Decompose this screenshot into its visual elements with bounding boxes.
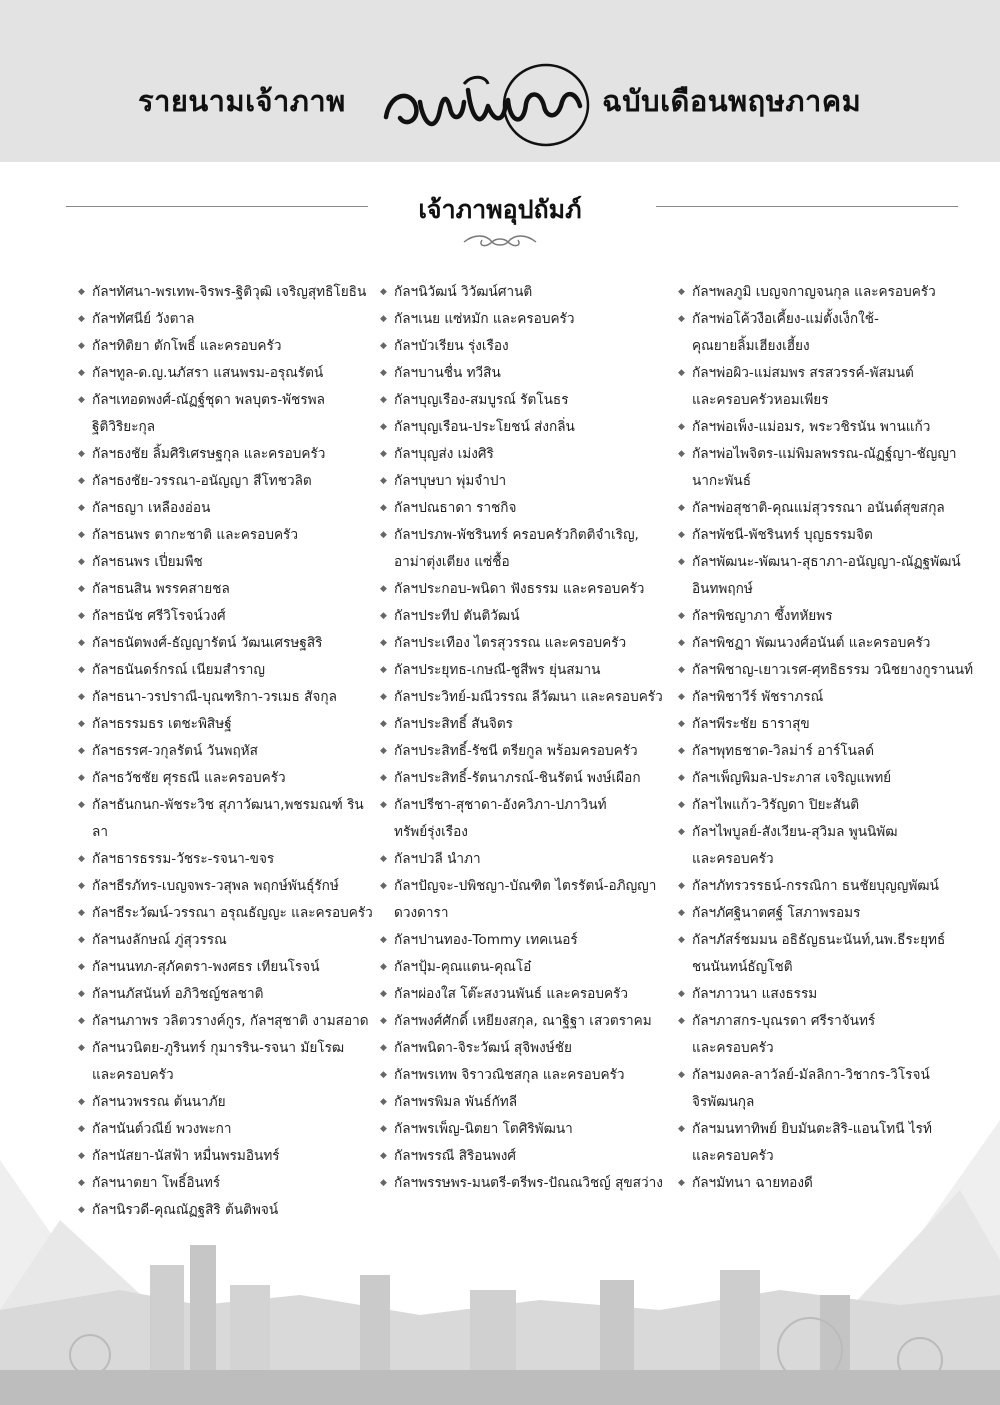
sponsor-entry [378, 792, 678, 846]
diamond-bullet-icon: ◆ [678, 827, 685, 837]
sponsor-name: กัลฯปวลี นำภา [394, 851, 481, 867]
sponsor-name: กัลฯนภาพร วลิตวรางค์กูร, กัลฯสุชาติ งามสอาด [92, 1013, 369, 1029]
diamond-bullet-icon: ◆ [78, 881, 85, 891]
sponsor-name: กัลฯพัฒนะ-พัฒนา-สุธาภา-อนัญญา-ณัฏฐพัฒน์ อินทพฤกษ์ [692, 554, 961, 597]
sponsor-name: กัลฯปานทอง-Tommy เทคเนอร์ [394, 932, 578, 948]
sponsor-entry [676, 441, 976, 495]
diamond-bullet-icon: ◆ [678, 1124, 685, 1134]
sponsor-entry [378, 846, 678, 873]
diamond-bullet-icon: ◆ [380, 692, 387, 702]
sponsor-entry [76, 1008, 376, 1035]
sponsor-entry [378, 630, 678, 657]
diamond-bullet-icon: ◆ [678, 746, 685, 756]
diamond-bullet-icon: ◆ [380, 611, 387, 621]
diamond-bullet-icon: ◆ [678, 287, 685, 297]
sponsor-entry [76, 738, 376, 765]
diamond-bullet-icon: ◆ [380, 1124, 387, 1134]
section-title: เจ้าภาพอุปถัมภ์ [418, 195, 582, 224]
diamond-bullet-icon: ◆ [78, 854, 85, 864]
sponsor-name: กัลฯบัวเรียน รุ่งเรือง [394, 338, 509, 354]
sponsor-entry [378, 1170, 678, 1197]
diamond-bullet-icon: ◆ [380, 854, 387, 864]
sponsor-name: กัลฯปุ้ม-คุณแตน-คุณโอ๋ [394, 959, 532, 975]
sponsor-entry [378, 279, 678, 306]
sponsor-name: กัลฯประทีป ตันติวัฒน์ [394, 608, 520, 624]
sponsor-entry [378, 522, 678, 576]
diamond-bullet-icon: ◆ [78, 719, 85, 729]
sponsor-name: กัลฯพ่อไพจิตร-แม่พิมลพรรณ-ณัฏฐ์ญา-ชัญญา นากะพันธ์ [692, 446, 957, 489]
sponsor-name: กัลฯพ่อโค้วงือเคี้ยง-แม่ตั้งเง็กใช้- คุณยายลิ้มเฮียงเฮี้ยง [692, 311, 879, 354]
diamond-bullet-icon: ◆ [78, 638, 85, 648]
sponsor-entry [76, 684, 376, 711]
sponsor-name: กัลฯเทอดพงศ์-ณัฏฐ์ชุดา พลบุตร-พัชรพล ฐิติวิริยะกุล [92, 392, 325, 435]
sponsor-entry [76, 1089, 376, 1116]
sponsor-name: กัลฯนิรวดี-คุณณัฏฐสิริ ต้นติพจน์ [92, 1202, 279, 1218]
diamond-bullet-icon: ◆ [380, 449, 387, 459]
sponsor-name: กัลฯพีระชัย ธาราสุข [692, 716, 810, 732]
sponsor-name: กัลฯทูล-ด.ญ.นภัสรา แสนพรม-อรุณรัตน์ [92, 365, 324, 381]
diamond-bullet-icon: ◆ [78, 962, 85, 972]
sponsor-entry [76, 846, 376, 873]
diamond-bullet-icon: ◆ [78, 665, 85, 675]
sponsor-name: กัลฯเพ็ญพิมล-ประภาส เจริญแพทย์ [692, 770, 892, 786]
header-left-title: รายนามเจ้าภาพ [138, 84, 346, 118]
sponsor-entry [676, 738, 976, 765]
sponsor-entry [76, 522, 376, 549]
diamond-bullet-icon: ◆ [380, 503, 387, 513]
sponsor-name: กัลฯพุทธชาด-วิลม่าร์ อาร์โนลด์ [692, 743, 875, 759]
sponsor-entry [378, 495, 678, 522]
diamond-bullet-icon: ◆ [78, 287, 85, 297]
sponsor-entry [76, 333, 376, 360]
sponsor-entry [76, 387, 376, 441]
diamond-bullet-icon: ◆ [678, 449, 685, 459]
diamond-bullet-icon: ◆ [78, 800, 85, 810]
sponsor-entry [378, 333, 678, 360]
diamond-bullet-icon: ◆ [78, 1097, 85, 1107]
sponsor-column-2 [378, 279, 678, 1197]
sponsor-entry [676, 495, 976, 522]
sponsor-entry [676, 360, 976, 414]
sponsor-name: กัลฯประสิทธิ์-รัชนี ตรียกูล พร้อมครอบครัว [394, 743, 638, 759]
diamond-bullet-icon: ◆ [678, 1178, 685, 1188]
sponsor-name: กัลฯนาตยา โพธิ์อินทร์ [92, 1175, 221, 1191]
diamond-bullet-icon: ◆ [78, 584, 85, 594]
diamond-bullet-icon: ◆ [380, 1043, 387, 1053]
sponsor-entry [676, 657, 976, 684]
sponsor-name: กัลฯบุญเรือง-สมบูรณ์ รัตโนธร [394, 392, 569, 408]
sponsor-name: กัลฯนวนิตย-ภูรินทร์ กุมารริน-รจนา มัยโรฒ และครอบครัว [92, 1040, 345, 1083]
sponsor-name: กัลฯพิชญาภา ซึ้งทหัยพร [692, 608, 833, 624]
diamond-bullet-icon: ◆ [78, 935, 85, 945]
diamond-bullet-icon: ◆ [78, 1124, 85, 1134]
sponsor-name: กัลฯเนย แซ่หมัก และครอบครัว [394, 311, 575, 327]
diamond-bullet-icon: ◆ [380, 1178, 387, 1188]
sponsor-name: กัลฯธนันดร์กรณ์ เนียมสำราญ [92, 662, 265, 678]
sponsor-entry [76, 1170, 376, 1197]
sponsor-name: กัลฯภัสร์ชมมน อธิธัญธนะนันท์,นพ.ธีระยุทธ์ ชนนันทน์ธัญโชติ [692, 932, 946, 975]
diamond-bullet-icon: ◆ [78, 1178, 85, 1188]
title-rule-right [656, 206, 958, 207]
diamond-bullet-icon: ◆ [78, 746, 85, 756]
diamond-bullet-icon: ◆ [78, 989, 85, 999]
sponsor-column-1 [76, 279, 376, 1224]
diamond-bullet-icon: ◆ [380, 773, 387, 783]
sponsor-name: กัลฯพิชาวีร์ พัชราภรณ์ [692, 689, 824, 705]
sponsor-name: กัลฯปัญจะ-ปพิชญา-บัณฑิต ไตรรัตน์-อภิญญา ดวงดารา [394, 878, 657, 921]
sponsor-entry [676, 1008, 976, 1062]
sponsor-entry [378, 1035, 678, 1062]
sponsor-name: กัลฯภัศฐินาตศฐ์ โสภาพรอมร [692, 905, 861, 921]
sponsor-name: กัลฯปณธาดา ราชกิจ [394, 500, 517, 516]
sponsor-entry [676, 630, 976, 657]
sponsor-entry [76, 630, 376, 657]
sponsor-name: กัลฯธรรศ-วกุลรัตน์ วันพฤหัส [92, 743, 258, 759]
sponsor-name: กัลฯธีรภัทร-เบญจพร-วสุพล พฤกษ์พันธุ์รักษ์ [92, 878, 339, 894]
diamond-bullet-icon: ◆ [380, 962, 387, 972]
sponsor-entry [676, 279, 976, 306]
sponsor-name: กัลฯนนทภ-สุภัคตรา-พงศธร เทียนโรจน์ [92, 959, 320, 975]
diamond-bullet-icon: ◆ [380, 287, 387, 297]
diamond-bullet-icon: ◆ [380, 800, 387, 810]
sponsor-entry [378, 1089, 678, 1116]
diamond-bullet-icon: ◆ [678, 989, 685, 999]
diamond-bullet-icon: ◆ [380, 665, 387, 675]
sponsor-name: กัลฯพรเพ็ญ-นิตยา โตศิริพัฒนา [394, 1121, 573, 1137]
sponsor-name: กัลฯมัทนา ฉายทองดี [692, 1175, 813, 1191]
diamond-bullet-icon: ◆ [78, 1151, 85, 1161]
diamond-bullet-icon: ◆ [380, 881, 387, 891]
sponsor-entry [676, 1062, 976, 1116]
diamond-bullet-icon: ◆ [678, 638, 685, 648]
sponsor-entry [76, 279, 376, 306]
ornament-divider-icon [460, 232, 540, 252]
sponsor-entry [76, 306, 376, 333]
sponsor-name: กัลฯธนัช ศรีวิโรจน์วงศ์ [92, 608, 226, 624]
sponsor-name: กัลฯธญา เหลืองอ่อน [92, 500, 211, 516]
diamond-bullet-icon: ◆ [380, 584, 387, 594]
sponsor-name: กัลฯธวัชชัย ศุรธณี และครอบครัว [92, 770, 286, 786]
diamond-bullet-icon: ◆ [678, 1016, 685, 1026]
sponsor-entry [378, 927, 678, 954]
sponsor-name: กัลฯบุษบา พุ่มจำปา [394, 473, 507, 489]
sponsor-entry [676, 414, 976, 441]
sponsor-entry [76, 657, 376, 684]
sponsor-name: กัลฯพรพิมล พันธ์กัทลี [394, 1094, 518, 1110]
diamond-bullet-icon: ◆ [78, 611, 85, 621]
sponsor-entry [378, 684, 678, 711]
diamond-bullet-icon: ◆ [678, 800, 685, 810]
diamond-bullet-icon: ◆ [78, 341, 85, 351]
sponsor-name: กัลฯพรรณี สิริอนพงศ์ [394, 1148, 516, 1164]
diamond-bullet-icon: ◆ [678, 611, 685, 621]
sponsor-name: กัลฯนิวัฒน์ วิวัฒน์ศานติ [394, 284, 533, 300]
diamond-bullet-icon: ◆ [380, 395, 387, 405]
sponsor-name: กัลฯผ่องใส โต๊ะสงวนพันธ์ และครอบครัว [394, 986, 628, 1002]
sponsor-name: กัลฯพิชาญ-เยาวเรศ-ศุทธิธรรม วนิชยางกูรานนท์ [692, 662, 974, 678]
sponsor-name: กัลฯพรเทพ จิราวณิชสกุล และครอบครัว [394, 1067, 625, 1083]
sponsor-entry [76, 1197, 376, 1224]
sponsor-entry [676, 1116, 976, 1170]
sponsor-name: กัลฯมนทาทิพย์ ยิบมันตะสิริ-แอนโทนี ไรท์ และครอบครัว [692, 1121, 932, 1164]
sponsor-entry [76, 1035, 376, 1089]
sponsor-entry [378, 1062, 678, 1089]
diamond-bullet-icon: ◆ [78, 314, 85, 324]
sponsor-name: กัลฯพัชนี-พัชรินทร์ บุญธรรมจิต [692, 527, 873, 543]
diamond-bullet-icon: ◆ [78, 908, 85, 918]
sponsor-name: กัลฯภัทรวรรธน์-กรรณิกา ธนชัยบุญญพัฒน์ [692, 878, 939, 894]
sponsor-entry [76, 1143, 376, 1170]
diamond-bullet-icon: ◆ [380, 341, 387, 351]
sponsor-name: กัลฯทัศนีย์ วังตาล [92, 311, 195, 327]
sponsor-column-3 [676, 279, 976, 1197]
diamond-bullet-icon: ◆ [78, 692, 85, 702]
sponsor-name: กัลฯธนพร ตากะชาติ และครอบครัว [92, 527, 298, 543]
sponsor-entry [378, 738, 678, 765]
diamond-bullet-icon: ◆ [78, 368, 85, 378]
sponsor-entry [378, 603, 678, 630]
sponsor-entry [378, 576, 678, 603]
sponsor-name: กัลฯพรรษพร-มนตรี-ตรีพร-ปัณณวิชญ์ สุขสว่าง [394, 1175, 663, 1191]
sponsor-name: กัลฯธนพร เปี่ยมพืช [92, 554, 203, 570]
sponsor-name: กัลฯธงชัย ลิ้มศิริเศรษฐกุล และครอบครัว [92, 446, 326, 462]
sponsor-entry [676, 981, 976, 1008]
sponsor-entry [378, 1116, 678, 1143]
sponsor-entry [378, 387, 678, 414]
sponsor-name: กัลฯธรรมธร เตชะพิสิษฐ์ [92, 716, 232, 732]
sponsor-name: กัลฯประกอบ-พนิดา ฟังธรรม และครอบครัว [394, 581, 645, 597]
sponsor-entry [378, 711, 678, 738]
sponsor-name: กัลฯพ่อสุชาติ-คุณแม่สุวรรณา อนันต์สุขสกุล [692, 500, 945, 516]
diamond-bullet-icon: ◆ [380, 314, 387, 324]
sponsor-name: กัลฯประวิทย์-มณีวรรณ ลีวัฒนา และครอบครัว [394, 689, 663, 705]
sponsor-name: กัลฯพ่อผิว-แม่สมพร สรสวรรค์-พัสมนต์ และครอบครัวหอมเพียร [692, 365, 914, 408]
diamond-bullet-icon: ◆ [380, 422, 387, 432]
sponsor-name: กัลฯปรีชา-สุชาดา-อังควิภา-ปภาวินท์ ทรัพย์รุ่งเรือง [394, 797, 607, 840]
sponsor-entry [676, 900, 976, 927]
sponsor-entry [378, 441, 678, 468]
diamond-bullet-icon: ◆ [678, 557, 685, 567]
sponsor-name: กัลฯทิติยา ตักโพธิ์ และครอบครัว [92, 338, 282, 354]
sponsor-name: กัลฯธีระวัฒน์-วรรณา อรุณธัญญะ และครอบครัว [92, 905, 373, 921]
sponsor-entry [76, 711, 376, 738]
diamond-bullet-icon: ◆ [380, 476, 387, 486]
sponsor-entry [378, 1008, 678, 1035]
sponsor-entry [378, 306, 678, 333]
diamond-bullet-icon: ◆ [380, 638, 387, 648]
diamond-bullet-icon: ◆ [78, 557, 85, 567]
sponsor-entry [676, 711, 976, 738]
sponsor-entry [676, 549, 976, 603]
sponsor-name: กัลฯธงชัย-วรรณา-อนัญญา สีโทชวลิต [92, 473, 312, 489]
diamond-bullet-icon: ◆ [678, 314, 685, 324]
sponsor-name: กัลฯภาสกร-บุณรดา ศรีราจันทร์ และครอบครัว [692, 1013, 876, 1056]
sponsor-name: กัลฯประสิทธิ์-รัตนาภรณ์-ชินรัตน์ พงษ์เผือก [394, 770, 641, 786]
sponsor-entry [378, 765, 678, 792]
diamond-bullet-icon: ◆ [78, 449, 85, 459]
sponsor-entry [76, 360, 376, 387]
sponsor-name: กัลฯภาวนา แสงธรรม [692, 986, 818, 1002]
sponsor-name: กัลฯธนา-วรปราณี-บุณฑริกา-วรเมธ สัจกุล [92, 689, 337, 705]
sponsor-name: กัลฯธนสิน พรรคสายชล [92, 581, 230, 597]
sponsor-name: กัลฯนงลักษณ์ ภู่สุวรรณ [92, 932, 227, 948]
diamond-bullet-icon: ◆ [678, 719, 685, 729]
sponsor-entry [676, 927, 976, 981]
sponsor-name: กัลฯนภัสนันท์ อภิวิชญ์ชลชาติ [92, 986, 264, 1002]
diamond-bullet-icon: ◆ [380, 1016, 387, 1026]
sponsor-entry [76, 927, 376, 954]
sponsor-entry [378, 414, 678, 441]
diamond-bullet-icon: ◆ [78, 1016, 85, 1026]
sponsor-entry [76, 1116, 376, 1143]
diamond-bullet-icon: ◆ [678, 1070, 685, 1080]
sponsor-name: กัลฯบุญเรือน-ประโยชน์ ส่งกลิ่น [394, 419, 575, 435]
diamond-bullet-icon: ◆ [78, 503, 85, 513]
diamond-bullet-icon: ◆ [380, 1097, 387, 1107]
diamond-bullet-icon: ◆ [678, 665, 685, 675]
sponsor-name: กัลฯปรภพ-พัชรินทร์ ครอบครัวกิตติจำเริญ, อาม่าตุ่งเตียง แซ่ชื้อ [394, 527, 639, 570]
sponsor-name: กัลฯพนิดา-จิระวัฒน์ สุจิพงษ์ชัย [394, 1040, 572, 1056]
sponsor-entry [76, 603, 376, 630]
diamond-bullet-icon: ◆ [78, 1043, 85, 1053]
diamond-bullet-icon: ◆ [380, 1151, 387, 1161]
sponsor-name: กัลฯธารธรรม-วัชระ-รจนา-ขจร [92, 851, 275, 867]
diamond-bullet-icon: ◆ [678, 773, 685, 783]
sponsor-entry [378, 360, 678, 387]
sponsor-entry [76, 495, 376, 522]
diamond-bullet-icon: ◆ [380, 935, 387, 945]
sponsor-name: กัลฯพลภูมิ เบญจกาญจนกุล และครอบครัว [692, 284, 936, 300]
sponsor-entry [676, 765, 976, 792]
diamond-bullet-icon: ◆ [78, 1205, 85, 1215]
diamond-bullet-icon: ◆ [78, 773, 85, 783]
sponsor-entry [378, 954, 678, 981]
diamond-bullet-icon: ◆ [678, 692, 685, 702]
sponsor-name: กัลฯมงคล-ลาวัลย์-มัลลิกา-วิชากร-วิโรจน์ จิรพัฒนกุล [692, 1067, 930, 1110]
sponsor-name: กัลฯธันกนก-พัชระวิช สุภาวัฒนา,พชรมณฑ์ รินลา [92, 797, 364, 840]
sponsor-entry [378, 981, 678, 1008]
diamond-bullet-icon: ◆ [380, 719, 387, 729]
diamond-bullet-icon: ◆ [78, 395, 85, 405]
sponsor-entry [76, 549, 376, 576]
publication-logo [376, 62, 591, 148]
sponsor-entry [676, 873, 976, 900]
sponsor-entry [76, 981, 376, 1008]
diamond-bullet-icon: ◆ [678, 881, 685, 891]
sponsor-entry [378, 657, 678, 684]
diamond-bullet-icon: ◆ [678, 422, 685, 432]
sponsor-name: กัลฯนันต์วณีย์ พวงพะกา [92, 1121, 232, 1137]
sponsor-entry [676, 684, 976, 711]
sponsor-entry [76, 954, 376, 981]
diamond-bullet-icon: ◆ [380, 989, 387, 999]
sponsor-name: กัลฯประยุทธ-เกษณี-ชูสีพร ยุ่นสมาน [394, 662, 601, 678]
sponsor-entry [378, 1143, 678, 1170]
sponsor-entry [676, 603, 976, 630]
sponsor-entry [378, 468, 678, 495]
sponsor-name: กัลฯพงศ์ศักดิ์ เหยียงสกุล, ณาฐิฐา เสวตราคม [394, 1013, 652, 1029]
sponsor-name: กัลฯไพแก้ว-วิรัญดา ปิยะสันติ [692, 797, 860, 813]
sponsor-entry [676, 819, 976, 873]
sponsor-entry [76, 900, 376, 927]
diamond-bullet-icon: ◆ [380, 1070, 387, 1080]
sponsor-entry [676, 306, 976, 360]
sponsor-entry [676, 792, 976, 819]
diamond-bullet-icon: ◆ [678, 935, 685, 945]
sponsor-entry [676, 522, 976, 549]
diamond-bullet-icon: ◆ [380, 746, 387, 756]
sponsor-entry [76, 873, 376, 900]
sponsor-name: กัลฯพ่อเพ็ง-แม่อมร, พระวชิรนัน พานแก้ว [692, 419, 931, 435]
header-right-title: ฉบับเดือนพฤษภาคม [602, 84, 862, 118]
diamond-bullet-icon: ◆ [78, 530, 85, 540]
diamond-bullet-icon: ◆ [678, 368, 685, 378]
sponsor-name: กัลฯพิชฏา พัฒนวงศ์อนันต์ และครอบครัว [692, 635, 931, 651]
diamond-bullet-icon: ◆ [678, 530, 685, 540]
sponsor-name: กัลฯบานชื่น ทวีสิน [394, 365, 501, 381]
sponsor-entry [76, 468, 376, 495]
diamond-bullet-icon: ◆ [380, 368, 387, 378]
diamond-bullet-icon: ◆ [380, 530, 387, 540]
sponsor-name: กัลฯบุญส่ง เม่งศิริ [394, 446, 494, 462]
sponsor-name: กัลฯไพบูลย์-สังเวียน-สุวิมล พูนนิพัฒ และครอบครัว [692, 824, 898, 867]
sponsor-entry [76, 441, 376, 468]
sponsor-entry [76, 765, 376, 792]
sponsor-entry [76, 576, 376, 603]
sponsor-name: กัลฯนัสยา-นัสฟ้า หมื่นพรมอินทร์ [92, 1148, 280, 1164]
diamond-bullet-icon: ◆ [78, 476, 85, 486]
diamond-bullet-icon: ◆ [678, 503, 685, 513]
sponsor-name: กัลฯทัศนา-พรเทพ-จิรพร-ฐิติวุฒิ เจริญสุทธิโยธิน [92, 284, 367, 300]
sponsor-name: กัลฯประสิทธิ์ สันจิตร [394, 716, 513, 732]
sponsor-entry [378, 873, 678, 927]
sponsor-name: กัลฯนวพรรณ ต้นนาภัย [92, 1094, 226, 1110]
sponsor-name: กัลฯธนัตพงศ์-ธัญญารัตน์ วัฒนเศรษฐสิริ [92, 635, 323, 651]
sponsor-entry [76, 792, 376, 846]
sponsor-entry [676, 1170, 976, 1197]
diamond-bullet-icon: ◆ [678, 908, 685, 918]
sponsor-name: กัลฯประเทือง ไตรสุวรรณ และครอบครัว [394, 635, 627, 651]
